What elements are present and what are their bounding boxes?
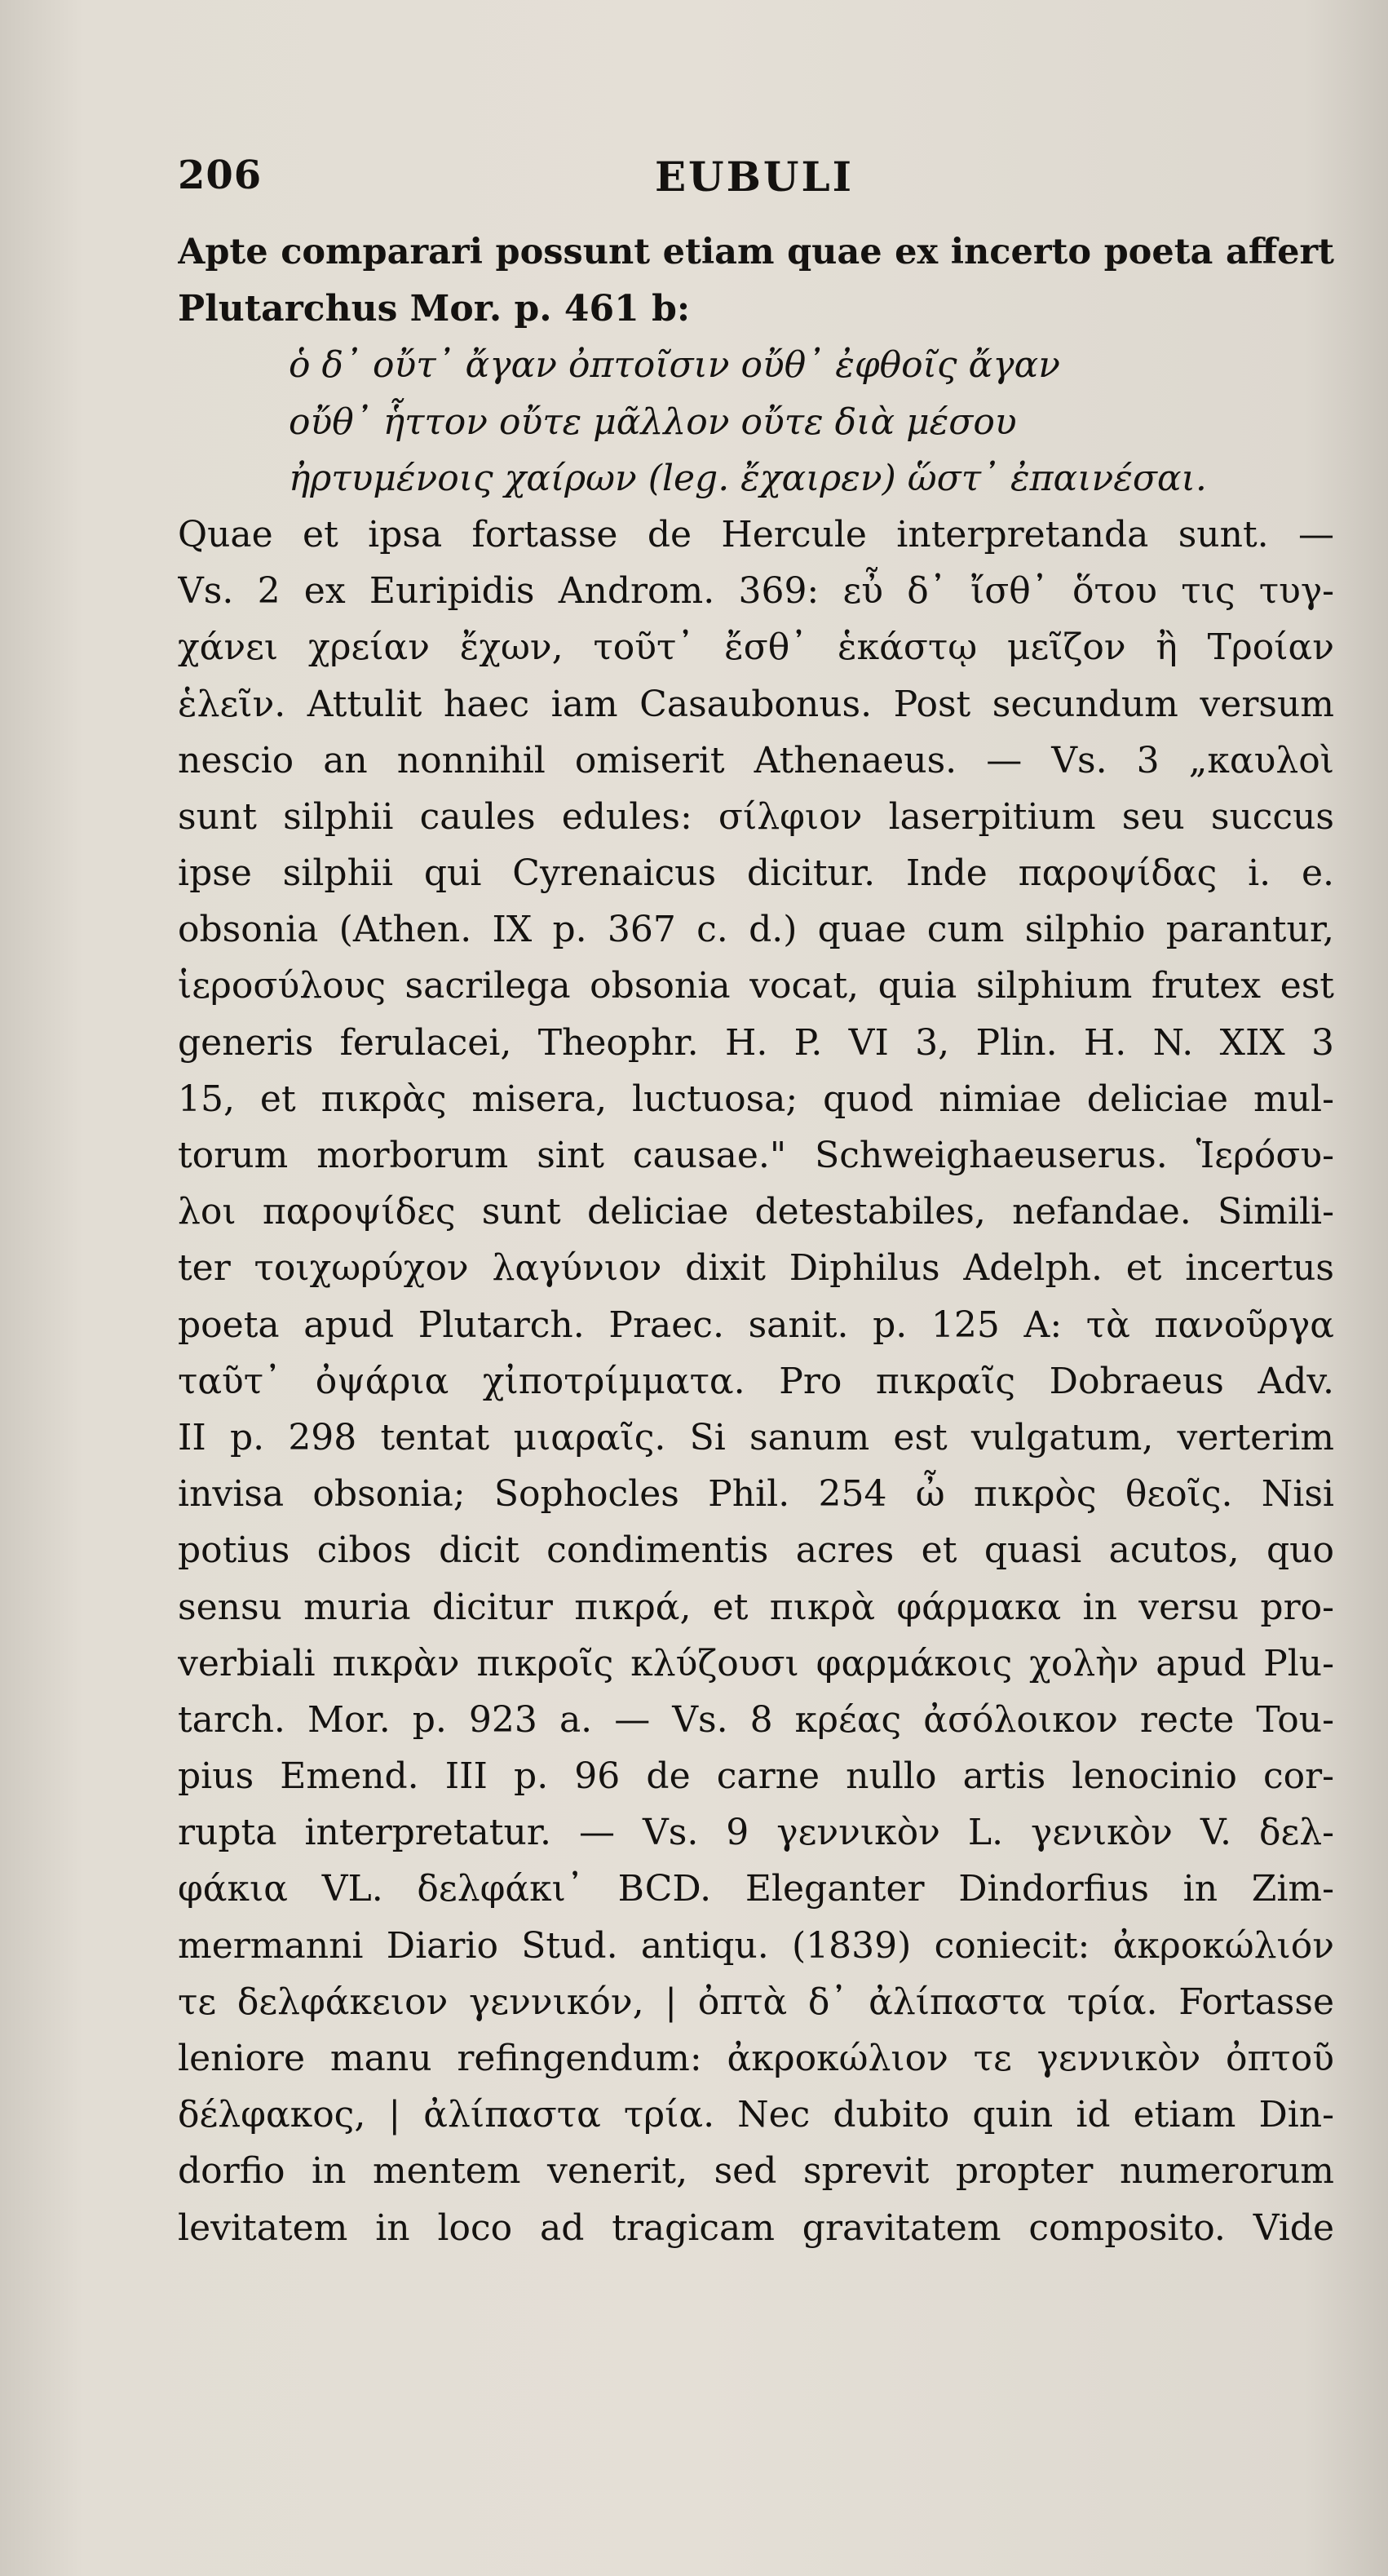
text-line: torum morborum sint causae." Schweighaeuserus. Ἱερόσυ- xyxy=(178,1135,1334,1176)
text-line: Quae et ipsa fortasse de Hercule interpretanda sunt. — xyxy=(178,513,1334,555)
body-text xyxy=(178,224,1334,2256)
verse-line: ἠρτυμένοις χαίρων (leg. ἔχαιρεν) ὥστ᾽ ἐπαινέσαι. xyxy=(289,457,1207,499)
text-line: Vs. 2 ex Euripidis Androm. 369: εὖ δ᾽ ἴσθ᾽ ὅτου τις τυγ- xyxy=(178,570,1334,613)
text-line: dorfio in mentem venerit, sed sprevit propter numerorum xyxy=(178,2150,1334,2193)
text-line: χάνει χρείαν ἔχων, τοῦτ᾽ ἔσθ᾽ ἑκάστῳ μεῖζον ἢ Τροίαν xyxy=(178,626,1334,669)
text-line: φάκια VL. δελφάκι᾽ BCD. Eleganter Dindorfius in Zim- xyxy=(178,1868,1334,1910)
text-line: Plutarchus Mor. p. 461 b: xyxy=(178,288,691,330)
text-line: sensu muria dicitur πικρά, et πικρὰ φάρμακα in versu pro- xyxy=(178,1586,1334,1628)
text-line: τε δελφάκειον γεννικόν, | ὀπτὰ δ᾽ ἀλίπαστα τρία. Fortasse xyxy=(178,1981,1334,2023)
text-line: obsonia (Athen. IX p. 367 c. d.) quae cum silphio parantur, xyxy=(178,909,1334,951)
page-number: 206 xyxy=(178,153,263,198)
page-header xyxy=(178,143,1331,208)
text-line: ἑλεῖν. Attulit haec iam Casaubonus. Post secundum versum xyxy=(178,683,1334,725)
text-line: λοι παροψίδες sunt deliciae detestabiles, nefandae. Simili- xyxy=(178,1191,1334,1233)
text-line: generis ferulacei, Theophr. H. P. VI 3, Plin. H. N. XIX 3 xyxy=(178,1021,1334,1064)
text-line: ταῦτ᾽ ὀψάρια χἰποτρίμματα. Pro πικραῖς Dobraeus Adv. xyxy=(178,1360,1334,1402)
text-line: potius cibos dicit condimentis acres et quasi acutos, quo xyxy=(178,1529,1334,1572)
text-line: nescio an nonnihil omiserit Athenaeus. — Vs. 3 „καυλοὶ xyxy=(178,739,1334,781)
text-line: Apte comparari possunt etiam quae ex incerto poeta affert xyxy=(178,232,1334,272)
text-line: invisa obsonia; Sophocles Phil. 254 ὦ πικρὸς θεοῖς. Nisi xyxy=(178,1473,1334,1516)
text-line: pius Emend. III p. 96 de carne nullo artis lenocinio cor- xyxy=(178,1755,1334,1798)
text-line: mermanni Diario Stud. antiqu. (1839) coniecit: ἀκροκώλιόν xyxy=(178,1924,1334,1967)
text-line: ipse silphii qui Cyrenaicus dicitur. Inde παροψίδας i. e. xyxy=(178,852,1334,895)
verse-line: οὔθ᾽ ἧττον οὔτε μᾶλλον οὔτε διὰ μέσου xyxy=(289,401,1017,443)
text-line: δέλφακος, | ἀλίπαστα τρία. Nec dubito quin id etiam Din- xyxy=(178,2094,1334,2136)
text-line: sunt silphii caules edules: σίλφιον laserpitium seu succus xyxy=(178,795,1334,838)
text-line: 15, et πικρὰς misera, luctuosa; quod nimiae deliciae mul- xyxy=(178,1078,1334,1120)
text-line: poeta apud Plutarch. Praec. sanit. p. 125 A: τὰ πανοῦργα xyxy=(178,1303,1334,1346)
text-line: rupta interpretatur. — Vs. 9 γεννικὸν L. γενικὸν V. δελ- xyxy=(178,1812,1334,1854)
text-line: leniore manu refingendum: ἀκροκώλιον τε γεννικὸν ὀπτοῦ xyxy=(178,2038,1334,2079)
text-line: tarch. Mor. p. 923 a. — Vs. 8 κρέας ἀσόλοικον recte Tou- xyxy=(178,1698,1334,1741)
text-line: ter τοιχωρύχον λαγύνιον dixit Diphilus Adelph. et incertus xyxy=(178,1247,1334,1290)
text-line: II p. 298 tentat μιαραῖς. Si sanum est vulgatum, verterim xyxy=(178,1416,1334,1458)
text-line: verbiali πικρὰν πικροῖς κλύζουσι φαρμάκοις χολὴν apud Plu- xyxy=(178,1642,1334,1684)
running-head: EUBULI xyxy=(654,153,855,201)
text-line: ἱεροσύλους sacrilega obsonia vocat, quia silphium frutex est xyxy=(178,965,1334,1007)
text-line: levitatem in loco ad tragicam gravitatem composito. Vide xyxy=(178,2206,1334,2249)
verse-line: ὁ δ᾽ οὔτ᾽ ἄγαν ὀπτοῖσιν οὔθ᾽ ἐφθοῖς ἄγαν xyxy=(289,344,1060,387)
